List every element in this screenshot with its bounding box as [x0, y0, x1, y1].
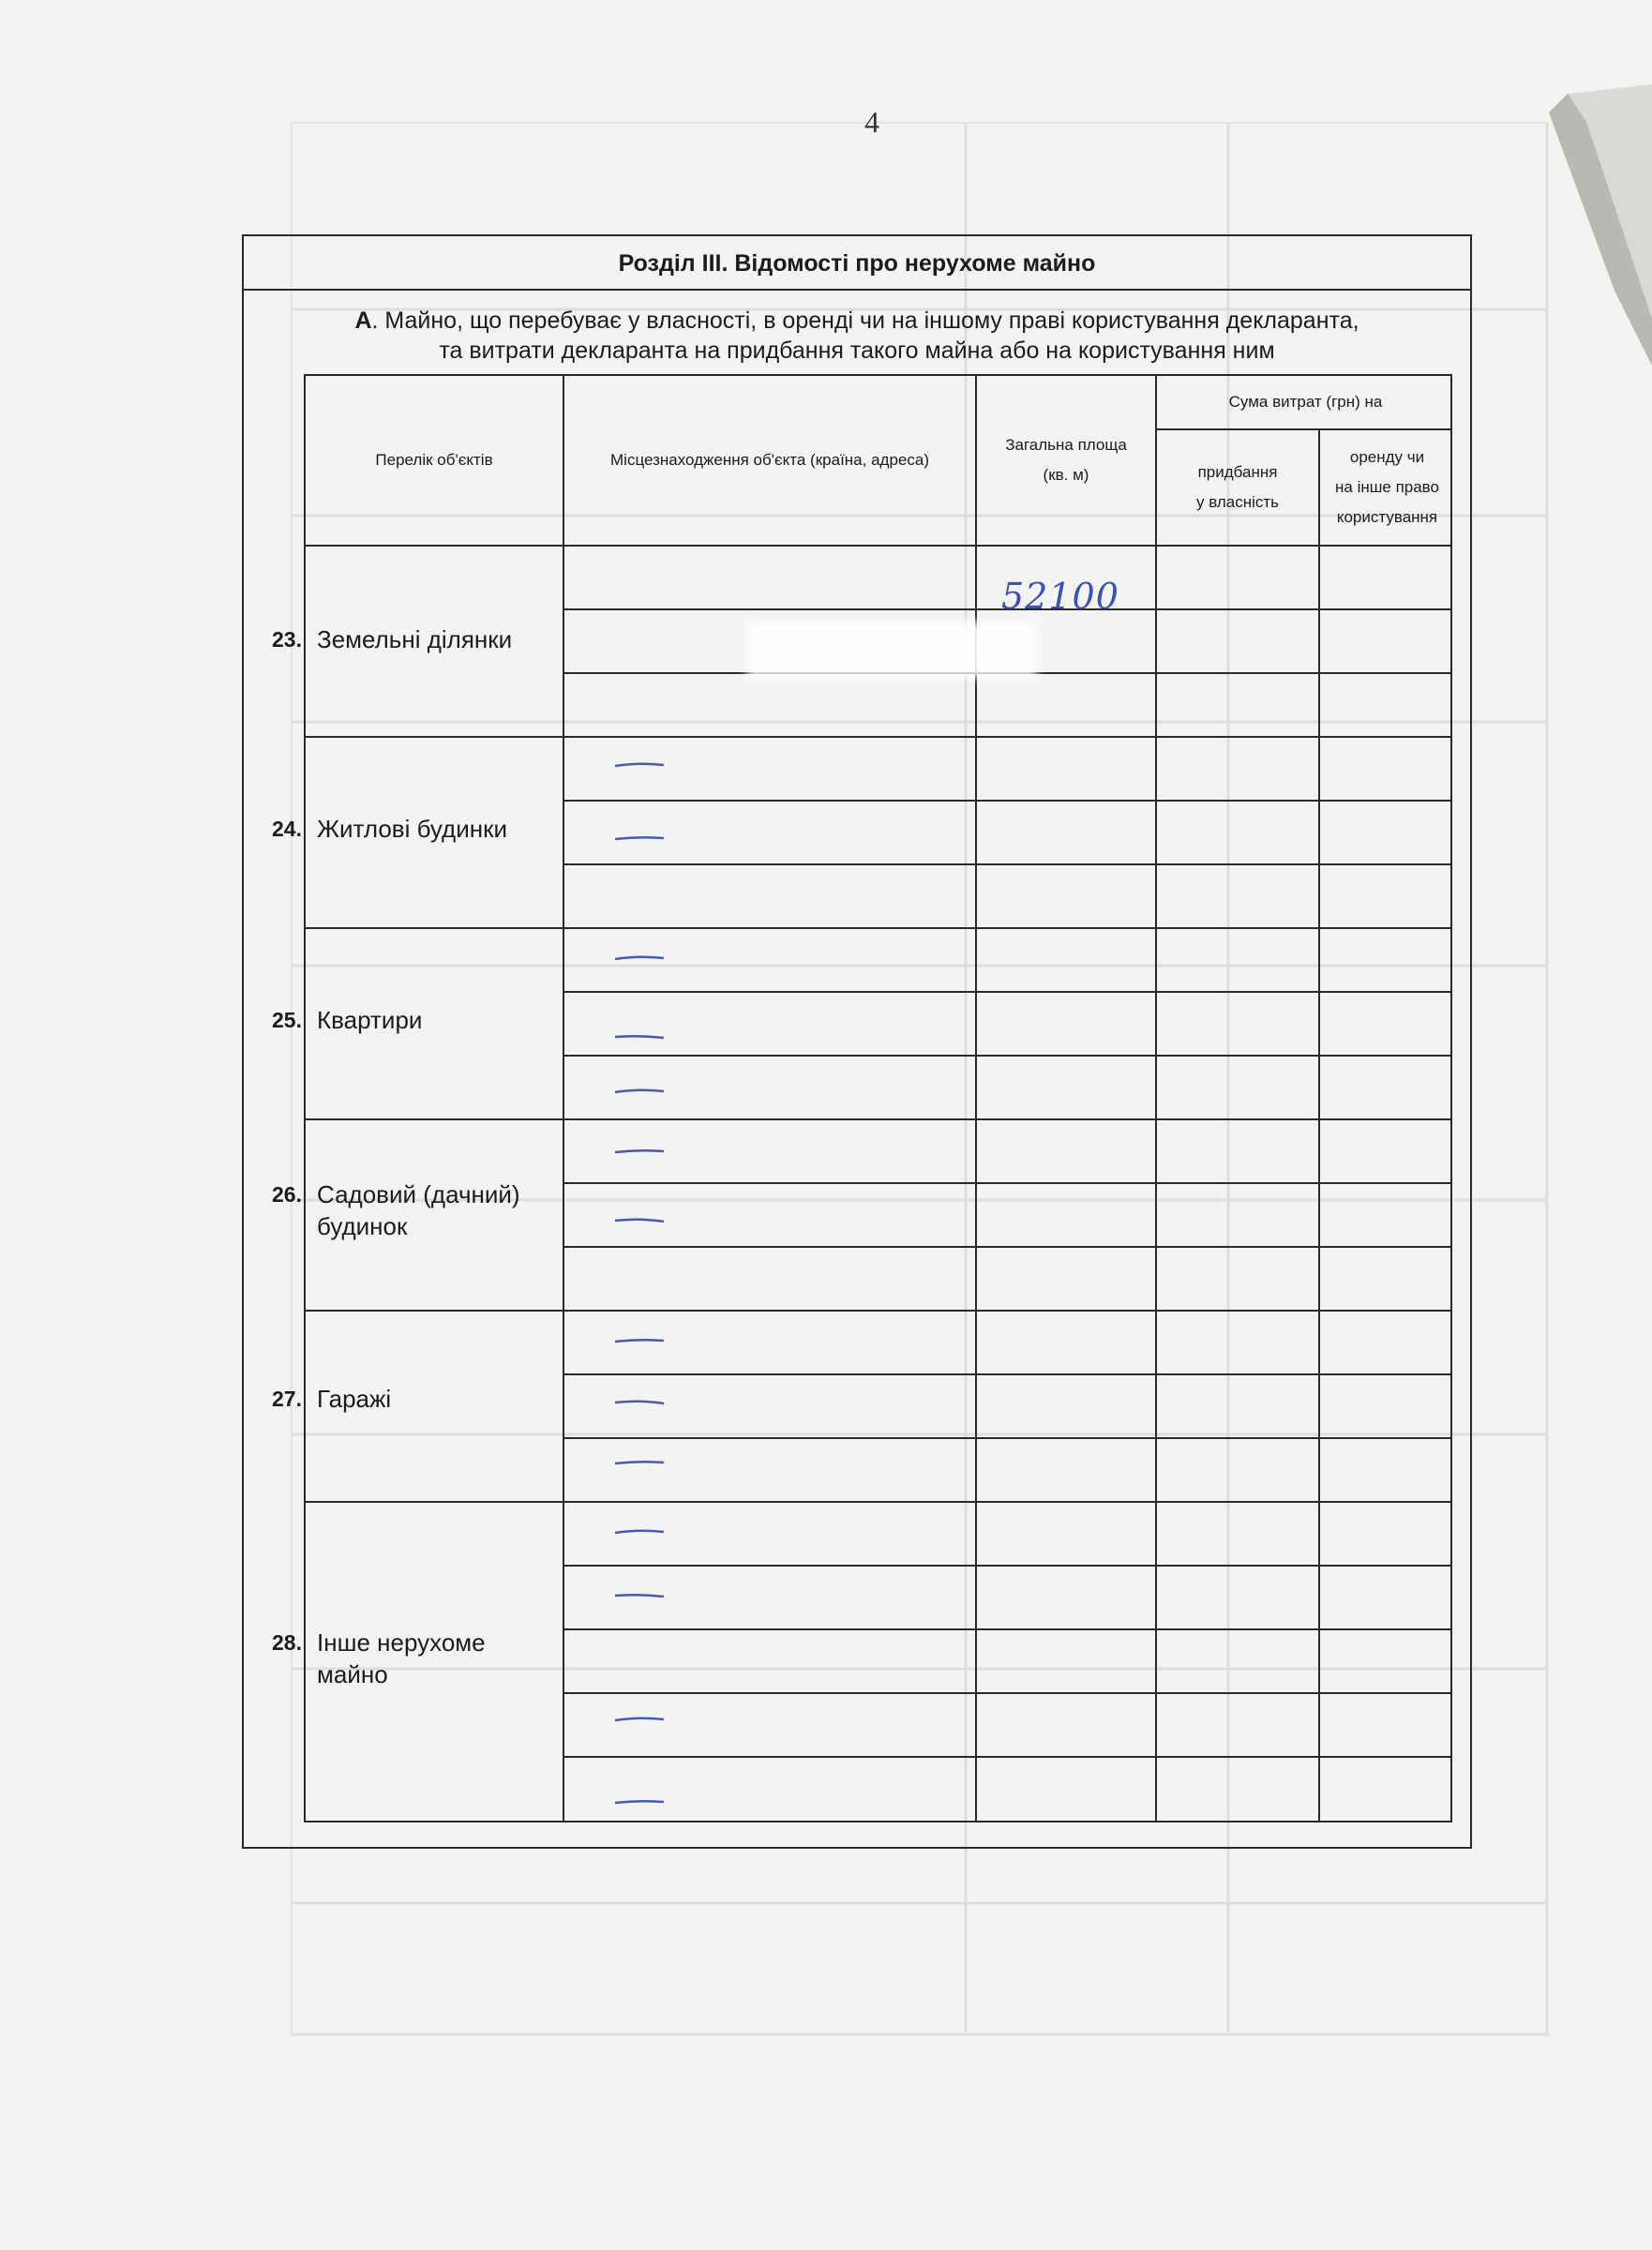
- handwritten-dash: [613, 833, 666, 843]
- header-expenses: Сума витрат (грн) на: [1228, 393, 1383, 411]
- subsection-letter: А: [354, 308, 372, 334]
- row-number-27: 27.: [272, 1387, 302, 1411]
- row-label-line1: Земельні ділянки: [317, 625, 513, 653]
- row-line: [563, 1437, 1450, 1439]
- row-line: [563, 800, 1450, 802]
- col-divider: [1155, 376, 1157, 1821]
- row-label-apartments: [317, 1004, 551, 1036]
- row-label-line2: будинок: [317, 1212, 408, 1240]
- col-divider: [975, 376, 977, 1821]
- header-area-line1: Загальна площа: [1005, 436, 1127, 454]
- row-line: [563, 1565, 1450, 1567]
- row-number-24: 24.: [272, 817, 302, 841]
- group-line: [306, 1501, 1450, 1503]
- group-line: [306, 736, 1450, 738]
- property-table: [272, 374, 1452, 1822]
- row-line: [563, 1055, 1450, 1057]
- header-area-line2: (кв. м): [1043, 466, 1089, 484]
- handwritten-dash: [613, 1398, 666, 1407]
- header-rent: [1320, 430, 1454, 545]
- row-label-land-plots: [317, 623, 551, 655]
- row-number-23: 23.: [272, 627, 302, 652]
- section-frame: [242, 234, 1472, 1849]
- subsection-line-1: [244, 306, 1470, 336]
- row-label-line1: Садовий (дачний): [317, 1180, 520, 1208]
- header-objects: Перелік об'єктів: [375, 451, 493, 469]
- handwritten-dash: [613, 1715, 666, 1724]
- subsection-heading: [244, 306, 1470, 366]
- header-rent-line3: користування: [1336, 508, 1438, 526]
- row-number-25: 25.: [272, 1008, 302, 1032]
- row-line: [563, 863, 1450, 865]
- handwritten-dash: [613, 1147, 666, 1156]
- handwritten-dash: [613, 1032, 666, 1042]
- page-number: 4: [864, 105, 879, 139]
- row-number-26: 26.: [272, 1182, 302, 1207]
- row-label-residential-houses: [317, 813, 551, 845]
- header-bottom-line: [306, 545, 1450, 547]
- header-rent-line1: оренду чи: [1349, 448, 1425, 466]
- header-purchase-line2: у власність: [1195, 493, 1280, 511]
- header-purchase-line1: придбання: [1197, 463, 1278, 481]
- row-number-28: 28.: [272, 1630, 302, 1655]
- group-line: [306, 1310, 1450, 1312]
- row-label-line2: майно: [317, 1660, 388, 1688]
- row-line: [563, 991, 1450, 993]
- subsection-line-2: та витрати декларанта на придбання такого майна або на користування ним: [439, 338, 1275, 364]
- group-line: [306, 1118, 1450, 1120]
- row-label-line1: Гаражі: [317, 1385, 392, 1413]
- header-rent-line2: на інше право: [1335, 478, 1439, 496]
- header-area: [977, 376, 1155, 545]
- row-line: [563, 1182, 1450, 1184]
- row-label-line1: Інше нерухоме: [317, 1628, 486, 1657]
- group-line: [306, 927, 1450, 929]
- handwritten-dash: [613, 1216, 666, 1225]
- handwritten-dash: [613, 1527, 666, 1537]
- header-location: Місцезнаходження об'єкта (країна, адреса): [610, 451, 929, 469]
- row-line: [563, 1628, 1450, 1630]
- subsection-line-1-text: . Майно, що перебуває у власності, в оренді чи на іншому праві користування декларанта,: [371, 308, 1359, 334]
- handwritten-dash: [613, 1458, 666, 1467]
- handwritten-dash: [613, 760, 666, 770]
- row-line: [563, 1373, 1450, 1375]
- handwritten-dash: [613, 1591, 666, 1600]
- header-purchase: [1157, 430, 1318, 545]
- col-divider: [563, 376, 564, 1821]
- row-line: [563, 1692, 1450, 1694]
- handwritten-dash: [613, 1797, 666, 1807]
- redacted-address: [746, 622, 1037, 678]
- handwritten-area-value: 52100: [1001, 576, 1119, 617]
- row-line: [563, 1246, 1450, 1248]
- handwritten-dash: [613, 953, 666, 963]
- row-label-line1: Квартири: [317, 1006, 423, 1034]
- row-label-garages: [317, 1383, 551, 1415]
- row-label-line1: Житлові будинки: [317, 815, 508, 843]
- handwritten-dash: [613, 1336, 666, 1345]
- folded-corner: [1549, 84, 1652, 366]
- col-divider: [1318, 428, 1320, 1821]
- row-label-other-property: [317, 1627, 551, 1690]
- handwritten-dash: [613, 1087, 666, 1096]
- section-title: Розділ III. Відомості про нерухоме майно: [244, 236, 1470, 291]
- row-label-garden-house: [317, 1178, 551, 1242]
- row-line: [563, 1756, 1450, 1758]
